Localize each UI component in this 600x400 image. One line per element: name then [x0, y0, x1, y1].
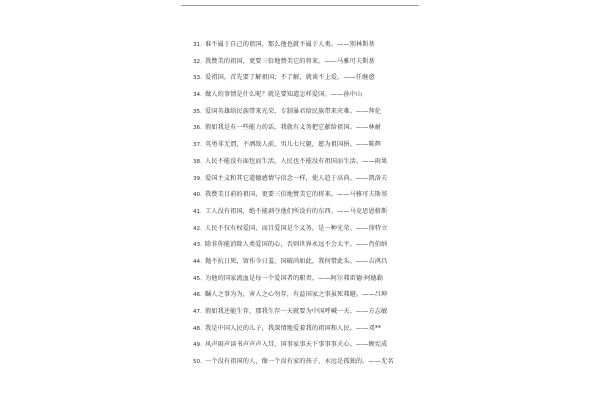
quote-number: 45. [193, 275, 202, 282]
quote-text: 抛不抗日死，留作今日羞，国破尚如此，我何惜此头。——吉鸿昌 [205, 257, 388, 265]
quote-number: 33. [193, 75, 202, 82]
quote-item [193, 187, 423, 204]
quote-item [193, 221, 423, 238]
quote-number: 38. [193, 158, 202, 165]
quote-text: 除非你能消除人类爱国的心，否则世界永远不会太平。——肖伯纳 [205, 241, 388, 249]
quote-number: 49. [193, 342, 202, 349]
quote-item [193, 120, 423, 137]
quote-number: 48. [193, 325, 202, 332]
quote-item [193, 337, 423, 354]
quote-number: 50. [193, 359, 202, 366]
quote-text: 风声雨声读书声声声入耳，国事家事天下事事事关心。——顾宪成 [205, 341, 388, 349]
quote-text: 人民不能没有面包而生活，人民也不能没有祖国而生活。——雨果 [205, 157, 388, 165]
quote-text: 爱祖国，首先要了解祖国；不了解，就谈不上爱。——任继愈 [205, 74, 375, 82]
quote-text: 爱国英雄给民族带来光荣，专制暴君给民族带来灾难。——拜伦 [205, 107, 382, 115]
header-rule [181, 5, 419, 6]
quote-number: 41. [193, 208, 202, 215]
quote-item [193, 137, 423, 154]
quote-number: 39. [193, 175, 202, 182]
quote-text: 做人的事情是什么呢？就是要知道怎样爱国。——孙中山 [205, 91, 363, 99]
quote-item [193, 87, 423, 104]
quote-text: 英勇非无谓，不洒敌人前，男儿七尺躯，愿为祖国捐。——陈辉 [205, 141, 382, 149]
quote-item [193, 204, 423, 221]
quote-item [193, 70, 423, 87]
quote-text: 假如我是有一些能力的话，我就有义务把它献给祖国。——林耐 [205, 124, 382, 132]
quote-text: 为他的国家流血是每一个爱国者的职责。——阿尔弗雷德·阿德勒 [205, 274, 384, 282]
quote-item [193, 54, 423, 71]
quote-item [193, 104, 423, 121]
quote-item [193, 171, 423, 188]
quote-text: 爱国主义和其它道德感情与信念一样，使人趋于高尚。——凯洛夫 [205, 174, 388, 182]
quote-number: 43. [193, 242, 202, 249]
quote-number: 42. [193, 225, 202, 232]
quote-number: 31. [193, 42, 202, 48]
quote-text: 谁不属于自己的祖国，那么他也就不属于人类。——别林斯基 [205, 41, 375, 48]
quote-item [193, 354, 423, 371]
quote-text: 瞩人之事为为，害人之心勿存，有益国家之事虽死弗避。——吕坤 [205, 291, 388, 299]
quote-text: 人民不仅有权爱国，而且爱国是个义务，是一种光荣。——徐特立 [205, 224, 388, 232]
quote-number: 40. [193, 192, 202, 199]
quote-text: 我是中国人民的儿子，我深情地爱着我的祖国和人民。——邓** [205, 324, 382, 332]
quote-number: 35. [193, 108, 202, 115]
quote-item [193, 37, 423, 54]
quote-item [193, 154, 423, 171]
quote-text: 我赞美的祖国，更要三倍地赞美它的将来。——马雅可夫斯基 [205, 57, 375, 65]
quote-item [193, 254, 423, 271]
quote-number: 37. [193, 142, 202, 149]
quote-number: 44. [193, 258, 202, 265]
quote-text: 一个没有祖国的人，像一个没有家的孩子，永远是孤独的。——无名 [205, 358, 394, 366]
quote-item [193, 271, 423, 288]
quote-item [193, 321, 423, 338]
quote-number: 36. [193, 125, 202, 132]
quote-number: 46. [193, 292, 202, 299]
quote-text: 我赞美目前的祖国，更要三倍地赞美它的将来。——马雅可夫斯基 [205, 191, 388, 199]
quote-number: 32. [193, 58, 202, 65]
quote-item [193, 287, 423, 304]
quote-item [193, 304, 423, 321]
quote-text: 假如我还能生存，那我生存一天就要为中国呼喊一天。——方志敏 [205, 308, 388, 315]
quote-text: 工人没有祖国，绝不能剥夺他们所没有的东西。——马克思恩格斯 [205, 207, 388, 215]
quote-list [193, 37, 423, 371]
quote-number: 34. [193, 92, 202, 99]
quote-number: 47. [193, 309, 202, 315]
quote-item [193, 237, 423, 254]
